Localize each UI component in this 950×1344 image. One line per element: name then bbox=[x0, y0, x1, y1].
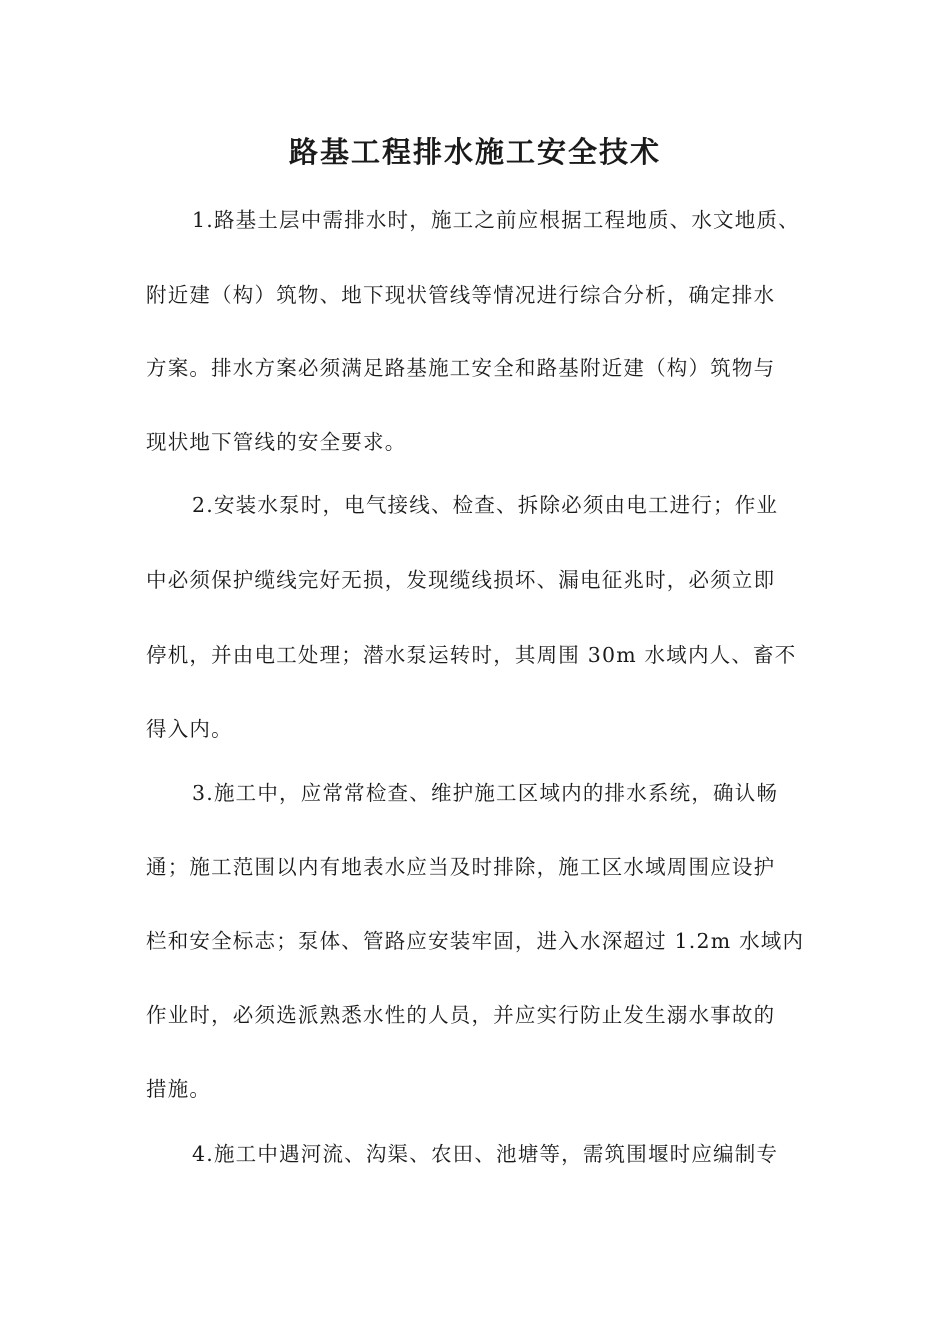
paragraph-1-line-2: 附近建（构）筑物、地下现状管线等情况进行综合分析，确定排水 bbox=[146, 283, 776, 307]
document-title: 路基工程排水施工安全技术 bbox=[288, 135, 661, 169]
paragraph-2-line-3: 停机，并由电工处理；潜水泵运转时，其周围 30m 水域内人、畜不 bbox=[146, 643, 797, 667]
paragraph-1-line-3: 方案。排水方案必须满足路基施工安全和路基附近建（构）筑物与 bbox=[146, 356, 776, 380]
paragraph-1-line-4: 现状地下管线的安全要求。 bbox=[146, 430, 407, 454]
paragraph-2-line-4: 得入内。 bbox=[146, 717, 233, 741]
paragraph-3-line-4: 作业时，必须选派熟悉水性的人员，并应实行防止发生溺水事故的 bbox=[146, 1003, 776, 1027]
paragraph-2-line-1: 2.安装水泵时，电气接线、检查、拆除必须由电工进行；作业 bbox=[192, 493, 779, 517]
paragraph-3-line-5: 措施。 bbox=[146, 1077, 212, 1101]
paragraph-1-line-1: 1.路基土层中需排水时，施工之前应根据工程地质、水文地质、 bbox=[192, 208, 800, 232]
paragraph-4-line-1: 4.施工中遇河流、沟渠、农田、池塘等，需筑围堰时应编制专 bbox=[192, 1142, 779, 1166]
paragraph-3-line-2: 通；施工范围以内有地表水应当及时排除，施工区水域周围应设护 bbox=[146, 855, 776, 879]
paragraph-3-line-3: 栏和安全标志；泵体、管路应安装牢固，进入水深超过 1.2m 水域内 bbox=[146, 929, 805, 953]
paragraph-2-line-2: 中必须保护缆线完好无损，发现缆线损坏、漏电征兆时，必须立即 bbox=[146, 568, 776, 592]
paragraph-3-line-1: 3.施工中，应常常检查、维护施工区域内的排水系统，确认畅 bbox=[192, 781, 779, 805]
